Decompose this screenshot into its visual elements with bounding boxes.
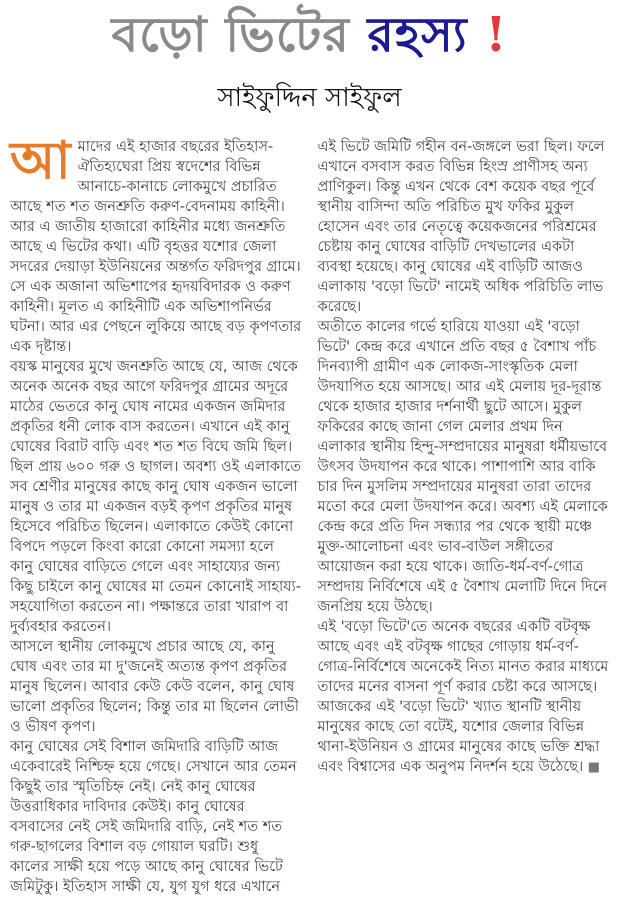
article-paragraph: আসলে স্থানীয় লোকমুখে প্রচার আছে যে, কানু ঘোষ এবং তার মা দু'জনেই অত্যন্ত কৃপণ প্রকৃতির মানুষ ছিলেন। আবার কেউ কেউ বলেন, কানু ঘোষ ভালো প্রকৃতির ছিলেন; কিন্তু তার মা ছিলেন লোভী ও ভীষণ কৃপণ।: [10, 639, 299, 736]
article-paragraph: এই 'বড়ো ভিটে'তে অনেক বছরের একটি বটবৃক্ষ আছে এবং এই বটবৃক্ষ গাছের গোড়ায় ধর্ম-বর্ণ-গোত্র-নির্বিশেষে অনেকেই নিত্য মানত করার মাধ্যমে তাদের মনের বাসনা পূর্ণ করার চেষ্টা করে আসছে। আজকের এই 'বড়ো ভিটে' খ্যাত স্থানটি স্থানীয় মানুষের কাছে তো বটেই, যশোর জেলার বিভিন্ন থানা-ইউনিয়ন ও গ্রামের মানুষের কাছে ভক্তি শ্রদ্ধা এবং বিশ্বাসের এক অনুপম নিদর্শন হয়ে উঠেছে। ■: [317, 619, 609, 776]
title-accent-text: রহস্য: [367, 7, 468, 63]
end-of-article-marker: ■: [587, 760, 601, 776]
article-paragraph: অতীতে কালের গর্ভে হারিয়ে যাওয়া এই 'বড়ো ভিটে' কেন্দ্র করে এখানে প্রতি বছর ৫ বৈশাখ পাঁচ দিনব্যাপী গ্রামীণ এক লোকজ-সাংস্কৃতিক মেলা উদযাপিত হয়ে আসছে। আর এই মেলায় দূর-দূরান্ত থেকে হাজার হাজার দর্শনার্থী ছুটে আসে। মুকুল ফকিরের কাছে জানা গেল মেলার প্রথম দিন এলাকার স্থানীয় হিন্দু-সম্প্রদায়ের মানুষরা ধর্মীয়ভাবে উৎসব উদযাপন করে থাকে। পাশাপাশি আর বাকি চার দিন মুসলিম সম্প্রদায়ের মানুষরা তারা তাদের মতো করে মেলা উদযাপন করে। অবশ্য এই মেলাকে কেন্দ্র করে প্রতি দিন সন্ধ্যার পর থেকে স্থায়ী মঞ্চে মুক্ত-আলোচনা এবং ভাব-বাউল সঙ্গীতের আয়োজন করা হয়ে থাকে। জাতি-ধর্ম-বর্ণ-গোত্র সম্প্রদায় নির্বিশেষে এই ৫ বৈশাখ মেলাটি দিনে দিনে জনপ্রিয় হয়ে উঠছে।: [317, 319, 608, 616]
drop-cap-letter: আ: [10, 131, 71, 192]
title-main-text: বড়ো ভিটের: [111, 7, 350, 63]
author-byline: সাইফুদ্দিন সাইফুল: [217, 83, 402, 114]
article-paragraph: বয়স্ক মানুষের মুখে জনশ্রুতি আছে যে, আজ থেকে অনেক অনেক বছর আগে ফরিদপুর গ্রামের অদূরে মাঠের ভেতরে কানু ঘোষ নামের একজন জমিদার প্রকৃতির ধনী লোক বাস করতেন। এখানে এই কানু ঘোষের বিরাট বাড়ি এবং শত শত বিঘে জমি ছিল। ছিল প্রায় ৬০০ গরু ও ছাগল। অবশ্য ওই এলাকাতে সব শ্রেণীর মানুষের কাছে কানু ঘোষ একজন ভালো মানুষ ও তার মা একজন বড়ই কৃপণ প্রকৃতির মানুষ হিসেবে পরিচিত ছিলেন। এলাকাতে কেউই কোনো বিপদে পড়লে কিংবা কারো কোনো সমস্যা হলে কানু ঘোষের বাড়িতে গেলে এবং সাহায্যের জন্য কিছু চাইলে কানু ঘোষের মা তেমন কোনোই সাহায্য-সহযোগিতা করতেন না। পক্ষান্তরে তারা খারাপ বা দুর্ব্যবহার করতেন।: [10, 359, 301, 636]
article-body: [0, 131, 619, 903]
page-title: [0, 0, 619, 63]
article-paragraph: কানু ঘোষের সেই বিশাল জমিদারি বাড়িটি আজ একেবারেই নিশ্চিহ্ন হয়ে গেছে। সেখানে আর তেমন কিছুই তার স্মৃতিচিহ্ন নেই। নেই কানু ঘোষের উত্তরাধিকার দাবিদার কেউই। কানু ঘোষের বসবাসের নেই সেই জমিদারি বাড়ি, নেই শত শত গরু-ছাগলের বিশাল বড় গোয়াল ঘরটি। শুধু কালের সাক্ষী হয়ে পড়ে আছে কানু ঘোষের ভিটে জমিটুকু। ইতিহাস সাক্ষী যে, যুগ যুগ ধরে এখানে এই ভিটে জমিটি গহীন বন-জঙ্গলে ভরা ছিল। ফলে এখানে বসবাস করত বিভিন্ন হিংস্র প্রাণীসহ অন্য প্রাণিকুল। কিন্তু এখন থেকে বেশ কয়েক বছর পূর্বে স্থানীয় বাসিন্দা অতি পরিচিত মুখ ফকির মুকুল হোসেন এবং তার নেতৃত্বে কয়েকজনের পরিশ্রমের চেষ্টায় কানু ঘোষের বাড়িটি দেখভালের একটা ব্যবস্থা হয়েছে। কানু ঘোষের এই বাড়িটি আজও এলাকায় 'বড়ো ভিটে' নামেই অধিক পরিচিতি লাভ করেছে।: [10, 139, 605, 896]
article-paragraph: আমাদের এই হাজার বছরের ইতিহাস-ঐতিহ্যঘেরা প্রিয় স্বদেশের বিভিন্ন আনাচে-কানাচে লোকমুখে প্রচারিত আছে শত শত জনশ্রুতি করুণ-বেদনাময় কাহিনী। আর এ জাতীয় হাজারো কাহিনীর মধ্যে জনশ্রুতি আছে এ ভিটের কথা। এটি বৃহত্তর যশোর জেলা সদরের দেয়াড়া ইউনিয়নের অন্তর্গত ফরিদপুর গ্রামে। সে এক অজানা অভিশাপের হৃদয়বিদারক ও করুণ কাহিনী। মূলত এ কাহিনীটি এক অভিশাপনির্ভর ঘটনা। আর এর পেছনে লুকিয়ে আছে বড় কৃপণতার এক দৃষ্টান্ত।: [10, 131, 302, 356]
title-exclamation-mark: !: [485, 7, 508, 63]
